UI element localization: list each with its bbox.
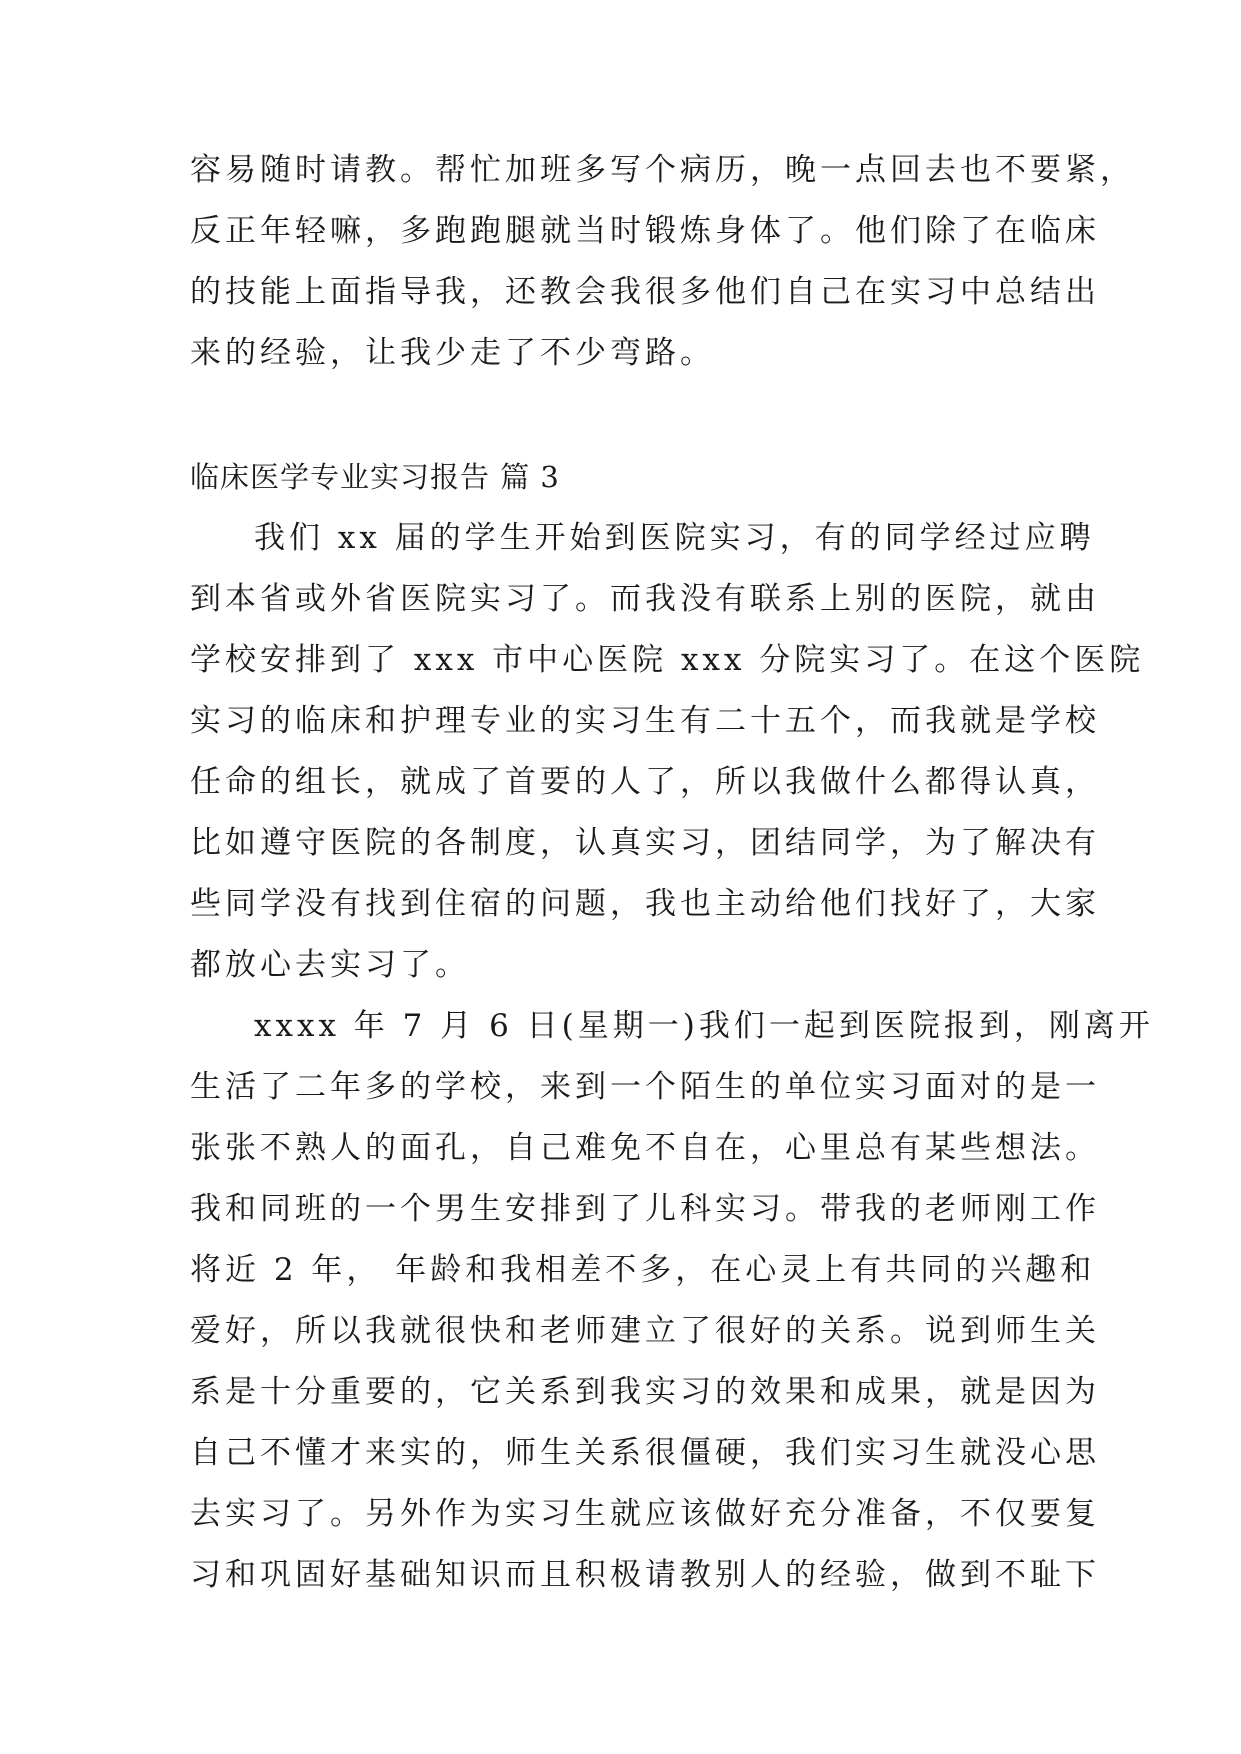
text-line: 爱好，所以我就很快和老师建立了很好的关系。说到师生关	[190, 1313, 1100, 1349]
text-line: 习和巩固好基础知识而且积极请教别人的经验，做到不耻下	[190, 1557, 1100, 1593]
text-line: 生活了二年多的学校，来到一个陌生的单位实习面对的是一	[190, 1069, 1100, 1105]
text-line: 张张不熟人的面孔，自己难免不自在，心里总有某些想法。	[190, 1130, 1100, 1166]
text-line: 的技能上面指导我，还教会我很多他们自己在实习中总结出	[190, 274, 1100, 310]
text-line: 系是十分重要的，它关系到我实习的效果和成果，就是因为	[190, 1374, 1100, 1410]
section-heading: 临床医学专业实习报告 篇 3	[190, 460, 560, 494]
text-line: 实习的临床和护理专业的实习生有二十五个，而我就是学校	[190, 703, 1100, 739]
text-line: 容易随时请教。帮忙加班多写个病历，晚一点回去也不要紧，	[190, 152, 1135, 188]
text-line: xxxx 年 7 月 6 日(星期一)我们一起到医院报到，刚离开	[254, 1008, 1154, 1044]
text-line: 反正年轻嘛，多跑跑腿就当时锻炼身体了。他们除了在临床	[190, 213, 1100, 249]
text-line: 任命的组长，就成了首要的人了，所以我做什么都得认真，	[190, 764, 1100, 800]
text-line: 学校安排到了 xxx 市中心医院 xxx 分院实习了。在这个医院	[190, 642, 1145, 678]
text-line: 我们 xx 届的学生开始到医院实习，有的同学经过应聘	[254, 520, 1095, 556]
text-line: 我和同班的一个男生安排到了儿科实习。带我的老师刚工作	[190, 1191, 1100, 1227]
text-line: 去实习了。另外作为实习生就应该做好充分准备，不仅要复	[190, 1496, 1100, 1532]
text-line: 自己不懂才来实的，师生关系很僵硬，我们实习生就没心思	[190, 1435, 1100, 1471]
text-line: 些同学没有找到住宿的问题，我也主动给他们找好了，大家	[190, 886, 1100, 922]
text-line: 比如遵守医院的各制度，认真实习，团结同学，为了解决有	[190, 825, 1100, 861]
text-line: 来的经验，让我少走了不少弯路。	[190, 335, 715, 371]
text-line: 到本省或外省医院实习了。而我没有联系上别的医院，就由	[190, 581, 1100, 617]
text-line: 都放心去实习了。	[190, 947, 470, 983]
text-line: 将近 2 年， 年龄和我相差不多，在心灵上有共同的兴趣和	[190, 1252, 1096, 1288]
